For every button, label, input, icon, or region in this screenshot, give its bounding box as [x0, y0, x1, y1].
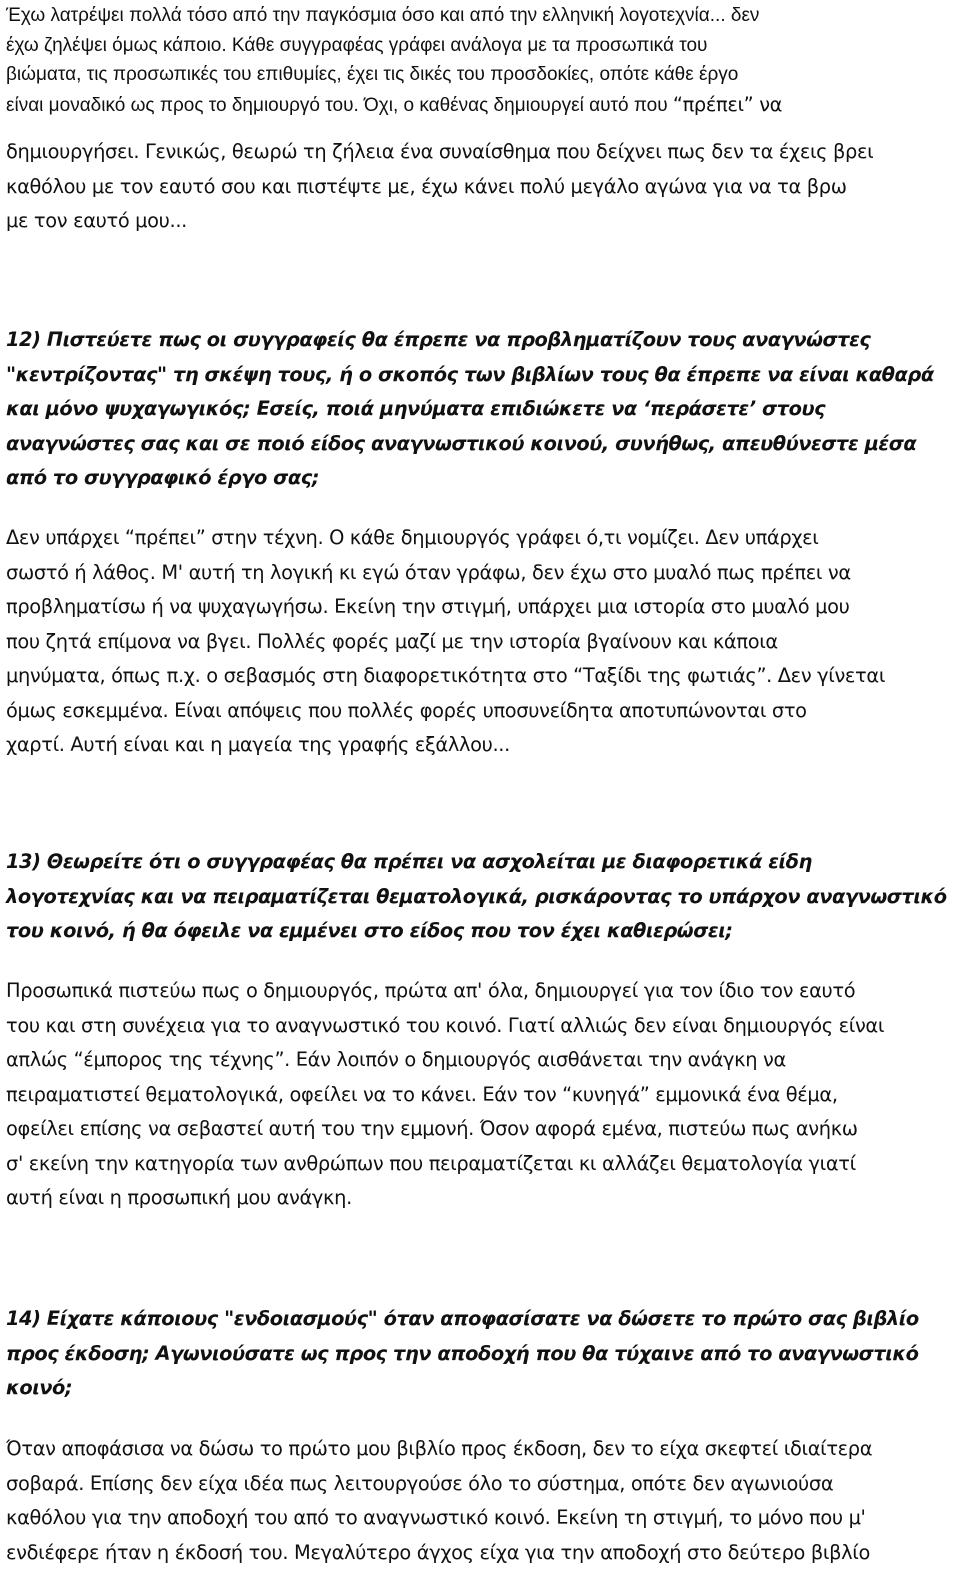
answer-line: μηνύματα, όπως π.χ. ο σεβασμός στη διαφορετικότητα στο “Ταξίδι της φωτιάς”. Δεν γίνεται	[6, 664, 886, 687]
question-line: και μόνο ψυχαγωγικός; Εσείς, ποιά μηνύματα επιδιώκετε να ‘περάσετε’ στους	[6, 397, 826, 420]
text-line: Έχω λατρέψει πολλά τόσο από την παγκόσμια όσο και από την ελληνική λογοτεχνία... δεν	[6, 5, 760, 26]
answer-line: που ζητά επίμονα να βγει. Πολλές φορές μαζί με την ιστορία βγαίνουν και κάποια	[6, 629, 778, 653]
question-12	[6, 323, 956, 496]
answer-line: σωστό ή λάθος. Μ' αυτή τη λογική κι εγώ όταν γράφω, δεν έχω στο μυαλό πως πρέπει να	[6, 560, 851, 584]
answer-line: του και στη συνέχεια για το αναγνωστικό του κοινό. Γιατί αλλιώς δεν είναι δημιουργός είναι	[6, 1013, 885, 1037]
answer-line: πειραματιστεί θεματολογικά, οφείλει να το κάνει. Εάν τον “κυνηγά” εμμονικά ένα θέμα,	[6, 1082, 838, 1106]
answer-line: καθόλου για την αποδοχή του από το αναγνωστικό κοινό. Εκείνη τη στιγμή, το μόνο που μ'	[6, 1506, 866, 1529]
question-13	[6, 845, 956, 949]
question-line: κοινό;	[6, 1376, 73, 1399]
text-line: καθόλου με τον εαυτό σου και πιστέψτε με, έχω κάνει πολύ μεγάλο αγώνα για να τα βρω	[6, 174, 847, 198]
answer-13	[6, 974, 956, 1216]
question-14	[6, 1302, 956, 1406]
question-line: του κοινό, ή θα όφειλε να εμμένει στο είδος που τον έχει καθιερώσει;	[6, 919, 733, 942]
intro-paragraph-cont	[6, 135, 956, 239]
answer-12	[6, 521, 956, 763]
text-line: δημιουργήσει. Γενικώς, θεωρώ τη ζήλεια ένα συναίσθημα που δείχνει πως δεν τα έχεις βρει	[6, 140, 874, 163]
question-line: 13) Θεωρείτε ότι ο συγγραφέας θα πρέπει να ασχολείται με διαφορετικά είδη	[6, 850, 812, 873]
text-fragment: “πρέπει” να	[672, 93, 783, 117]
text-line	[6, 90, 956, 121]
question-line: προς έκδοση; Αγωνιούσατε ως προς την αποδοχή που θα τύχαινε από το αναγνωστικό	[6, 1341, 919, 1365]
text-line: με τον εαυτό μου...	[6, 209, 187, 232]
answer-line: απλώς “έμπορος της τέχνης”. Εάν λοιπόν ο δημιουργός αισθάνεται την ανάγκη να	[6, 1048, 786, 1071]
answer-line: Δεν υπάρχει “πρέπει” στην τέχνη. Ο κάθε δημιουργός γράφει ό,τι νομίζει. Δεν υπάρχει	[6, 526, 819, 549]
question-line: λογοτεχνίας και να πειραματίζεται θεματολογικά, ρισκάροντας το υπάρχον αναγνωστικό	[6, 884, 947, 908]
answer-line: Προσωπικά πιστεύω πως ο δημιουργός, πρώτα απ' όλα, δημιουργεί για τον ίδιο τον εαυτό	[6, 979, 856, 1002]
answer-line: οφείλει επίσης να σεβαστεί αυτή του την εμμονή. Όσον αφορά εμένα, πιστεύω πως ανήκω	[6, 1117, 858, 1140]
intro-paragraph	[6, 1, 956, 121]
answer-line: όμως εσκεμμένα. Είναι απόψεις που πολλές φορές υποσυνείδητα αποτυπώνονται στο	[6, 698, 807, 722]
answer-line: ενδιέφερε ήταν η έκδοσή του. Μεγαλύτερο άγχος είχα για την αποδοχή στο δεύτερο βιβλίο	[6, 1540, 870, 1564]
question-line: 14) Είχατε κάποιους "ενδοιασμούς" όταν αποφασίσατε να δώσετε το πρώτο σας βιβλίο	[6, 1307, 919, 1330]
text-fragment: είναι μοναδικό ως προς το δημιουργό του. Όχι, ο καθένας δημιουργεί αυτό που	[6, 95, 673, 117]
answer-line: χαρτί. Αυτή είναι και η μαγεία της γραφής εξάλλου...	[6, 733, 510, 756]
answer-line: σοβαρά. Επίσης δεν είχα ιδέα πως λειτουργούσε όλο το σύστημα, οπότε δεν αγωνιούσα	[6, 1471, 834, 1495]
answer-line: σ' εκείνη την κατηγορία των ανθρώπων που πειραματίζεται κι αλλάζει θεματολογία γιατί	[6, 1151, 856, 1175]
question-line: 12) Πιστεύετε πως οι συγγραφείς θα έπρεπε να προβληματίζουν τους αναγνώστες	[6, 328, 871, 351]
text-line: βιώματα, τις προσωπικές του επιθυμίες, έχει τις δικές του προσδοκίες, οπότε κάθε έργο	[6, 64, 739, 86]
question-line: από το συγγραφικό έργο σας;	[6, 466, 320, 489]
answer-line: αυτή είναι η προσωπική μου ανάγκη.	[6, 1186, 352, 1209]
answer-line: Όταν αποφάσισα να δώσω το πρώτο μου βιβλίο προς έκδοση, δεν το είχα σκεφτεί ιδιαίτερα	[6, 1437, 873, 1460]
question-line: "κεντρίζοντας" τη σκέψη τους, ή ο σκοπός των βιβλίων τους θα έπρεπε να είναι καθαρά	[6, 362, 934, 386]
text-line: έχω ζηλέψει όμως κάποιο. Κάθε συγγραφέας γράφει ανάλογα με τα προσωπικά του	[6, 34, 708, 56]
answer-line: προβληματίσω ή να ψυχαγωγήσω. Εκείνη την στιγμή, υπάρχει μια ιστορία στο μυαλό μου	[6, 595, 850, 618]
answer-14	[6, 1432, 956, 1570]
question-line: αναγνώστες σας και σε ποιό είδος αναγνωστικού κοινού, συνήθως, απευθύνεστε μέσα	[6, 431, 917, 455]
